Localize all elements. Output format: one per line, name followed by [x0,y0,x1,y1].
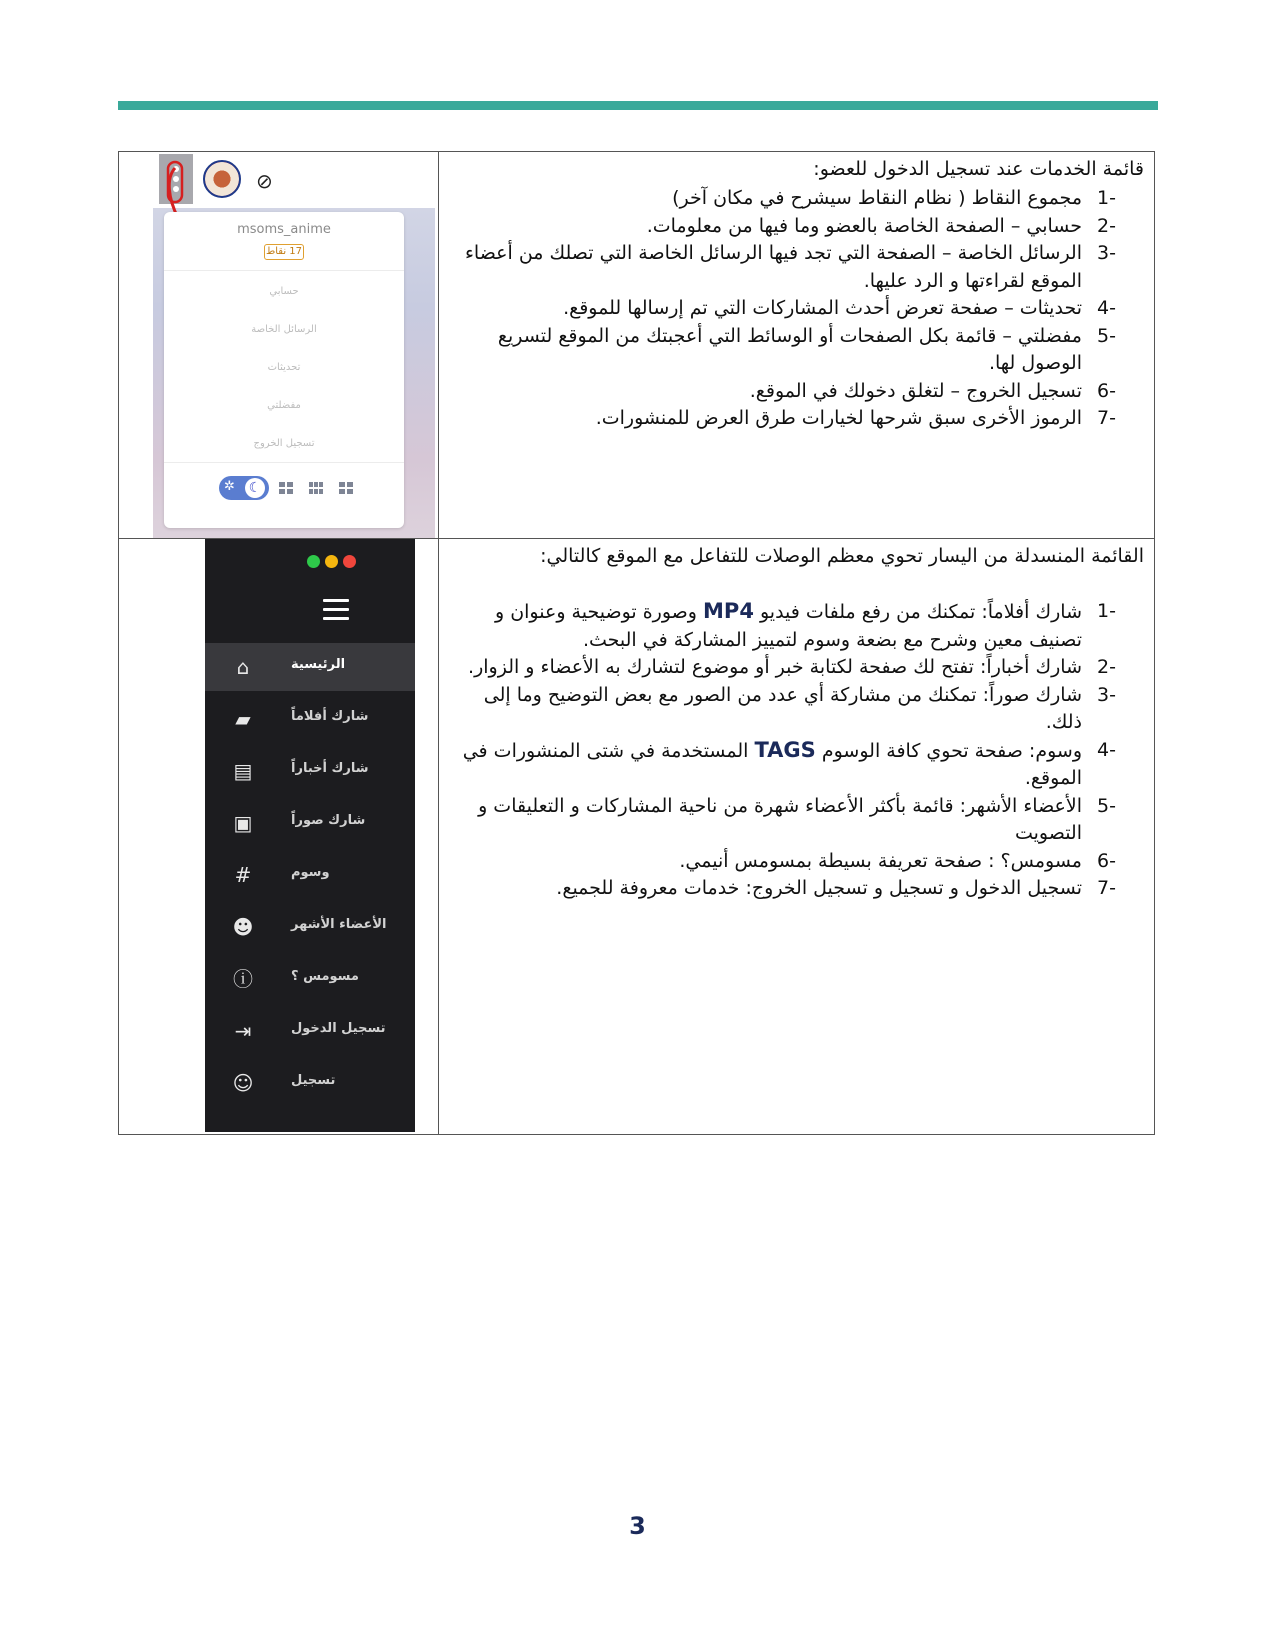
minimize-button[interactable] [325,555,338,568]
gear-icon: ✲ [224,479,235,494]
list-item: -5 الأعضاء الأشهر: قائمة بأكثر الأعضاء شهرة من ناحية المشاركات و التعليقات و التصويت [478,794,1116,844]
sidebar-item-label: مسومس ؟ [291,969,359,984]
sidebar-screenshot [205,539,415,1132]
sidebar-item[interactable] [205,695,415,743]
section1-text-cell [438,152,1154,539]
menu-item-account[interactable]: حسابي [269,286,299,297]
sidebar-item[interactable] [205,851,415,899]
section2-list [439,598,1154,903]
list-item: -2 شارك أخباراً: تفتح لك صفحة لكتابة خبر أو موضوع لتشارك به الأعضاء و الزوار. [468,656,1116,678]
close-button[interactable] [343,555,356,568]
list-item: -6 مسومس؟ : صفحة تعريفة بسيطة بمسومس أنيمي. [679,849,1116,872]
section1-heading: قائمة الخدمات عند تسجيل الدخول للعضو: [813,158,1144,180]
list-item: -3 الرسائل الخاصة – الصفحة التي تجد فيها الرسائل الخاصة التي تصلك من أعضاء الموقع لقراءتها و الرد عليها. [464,242,1116,292]
sidebar-item-label: شارك أخباراً [291,761,369,776]
list-item: -4 وسوم: صفحة تحوي كافة الوسوم TAGS المستخدمة في شتى المنشورات في الموقع. [462,737,1116,789]
list-item: -3 شارك صوراً: تمكنك من مشاركة أي عدد من الصور مع بعض التوضيح وما إلى ذلك. [483,683,1116,733]
maximize-button[interactable] [307,555,320,568]
home-icon: ⌂ [236,655,250,679]
sidebar-item[interactable] [205,799,415,847]
sidebar-item[interactable] [205,1059,415,1107]
moon-icon: ☾ [245,478,265,498]
sidebar-item-label: الرئيسية [291,657,346,672]
menu-item-logout[interactable]: تسجيل الخروج [253,438,315,449]
sidebar-item-label: وسوم [291,865,330,880]
section2-heading: القائمة المنسدلة من اليسار تحوي معظم الوصلات للتفاعل مع الموقع كالتالي: [540,545,1144,567]
sidebar-item[interactable] [205,747,415,795]
top-rule [118,101,1158,110]
grid-view-icon[interactable] [279,482,293,494]
list-item: -1 مجموع النقاط ( نظام النقاط سيشرح في مكان آخر) [672,187,1116,209]
grid-view-icon[interactable] [339,482,353,494]
sidebar-item-label: الأعضاء الأشهر [291,917,387,932]
sidebar-item-label: تسجيل الدخول [291,1021,386,1036]
menu-item-updates[interactable]: تحديثات [267,362,301,373]
theme-toggle[interactable] [219,476,269,500]
user-plus-icon: ☺ [232,1071,254,1095]
users-icon: ☻ [232,915,254,939]
menu-item-messages[interactable]: الرسائل الخاصة [251,324,317,335]
sidebar-item[interactable] [205,643,415,691]
list-item: -1 شارك أفلاماً: تمكنك من رفع ملفات فيديو MP4 وصورة توضيحية وعنوان و تصنيف معين وشرح مع بضعة وسوم لتمييز المشاركة في البحث. [494,599,1116,651]
image-icon: ▣ [233,811,253,835]
view-toggles [219,476,359,502]
user-dropdown-panel [164,212,404,528]
sidebar-item-label: شارك أفلاماً [291,709,369,724]
screenshot-cell-user-menu [119,152,439,539]
sidebar-item[interactable] [205,1007,415,1055]
sidebar-item-label: شارك صوراً [291,813,366,828]
sidebar-item[interactable] [205,903,415,951]
hamburger-icon[interactable] [323,599,349,626]
hashtag-icon: # [234,863,252,887]
list-item: -5 مفضلتي – قائمة بكل الصفحات أو الوسائط التي أعجبتك من الموقع لتسريع الوصول لها. [497,324,1116,374]
newspaper-icon: ▤ [233,759,253,783]
page-number: 3 [629,1512,646,1540]
list-item: -7 الرموز الأخرى سبق شرحها لخيارات طرق العرض للمنشورات. [595,407,1116,429]
compass-icon[interactable]: ⊘ [256,169,273,193]
list-item: -2 حسابي – الصفحة الخاصة بالعضو وما فيها من معلومات. [646,214,1116,237]
sign-in-icon: ⇥ [234,1019,252,1043]
info-icon: ⓘ [233,967,253,991]
screenshot-cell-sidebar [119,539,439,1135]
list-item: -7 تسجيل الدخول و تسجيل و تسجيل الخروج: خدمات معروفة للجميع. [556,877,1116,899]
section2-text-cell [438,539,1154,1135]
list-item: -6 تسجيل الخروج – لتغلق دخولك في الموقع. [749,379,1116,402]
content-table [118,151,1155,1135]
section1-list [439,185,1154,433]
user-menu-screenshot [153,152,435,538]
sidebar-item-label: تسجيل [291,1073,336,1088]
menu-item-favorites[interactable]: مفضلتي [267,400,301,411]
list-item: -4 تحديثات – صفحة تعرض أحدث المشاركات التي تم إرسالها للموقع. [563,297,1116,319]
window-controls [307,553,361,572]
points-badge: 17 نقاط [264,244,304,260]
video-camera-icon: ▰ [235,707,251,731]
grid-view-icon[interactable] [309,482,323,494]
sidebar-item[interactable] [205,955,415,1003]
username: msoms_anime [237,222,331,237]
